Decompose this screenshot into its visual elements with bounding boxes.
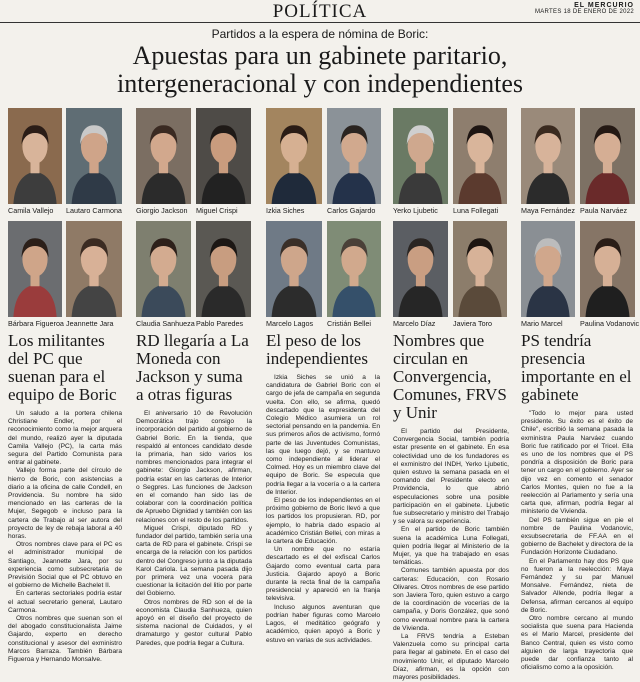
portrait-photo (66, 221, 122, 317)
photo-caption: Giorgio Jackson (136, 206, 188, 215)
article-paragraph: Un saludo a la portera chilena Christiane Endler, por el reconocimiento como la mejor arquera del mundo, realizó ayer la diputada Camila Vallejo (PC), la carta más segura del Partido Comunista para entrar al gabinete. (8, 410, 122, 467)
article-paragraph: Izkia Siches se unió a la candidatura de Gabriel Boric con el cargo de jefa de campaña en segunda vuelta. Con ello, se afirma, quedó descartado que la expresidenta del Colegio Médico asumiera un rol sectorial pensando en la pandemia. En sus primeros años de activismo, formó parte de las Juventudes Comunistas, las que luego dejó, y se mantuvo como independiente al liderar el Colmed. Hoy es un miembro clave del equipo de Boric. Se especula que podría llegar a la vocería o a la cartera de Interior. (266, 374, 381, 496)
portrait-photo (136, 108, 191, 204)
article-paragraph: Otro nombre cercano al mundo socialista que suena para Hacienda es el Mario Marcel, presidente del Banco Central, quien es visto como alguien de larga trayectoria que puede dar confianza tanto al oficialismo como a la oposición. (521, 615, 633, 672)
photo-caption: Claudia Sanhueza (136, 319, 195, 328)
article-column (393, 332, 509, 682)
portrait-photo (266, 221, 322, 317)
portrait-photo (580, 221, 635, 317)
article-paragraph: Otros nombres de RD son el de la economista Claudia Sanhueza, quien apoyó en el diseño del proyecto de sistema nacional de Cuidados, y el dramaturgo y gestor cultural Pablo Paredes, que podría llegar a Cultura. (136, 598, 252, 647)
photo-caption: Lautaro Carmona (66, 206, 122, 215)
portrait-photo (521, 108, 575, 204)
article-column (266, 332, 380, 645)
article-paragraph: Un nombre que no estaría descartado es el del exfiscal Carlos Gajardo como eventual carta para Justicia. Gajardo apoyó a Boric durante la recta final de la campaña presidencial y apareció en la franja televisiva. (266, 546, 380, 603)
photo-caption: Paulina Vodanovic (580, 319, 640, 328)
portrait-photo (266, 108, 322, 204)
masthead (535, 2, 634, 15)
article-body (266, 374, 380, 645)
article-paragraph: Otros nombres clave para el PC es el administrador municipal de Santiago, Jeannette Jara, por su experiencia como subsecretaria de Previsión Social que el PC obtuvo en el gobierno de Michelle Bachelet II. (8, 541, 122, 590)
photo-caption: Cristián Bellei (327, 319, 371, 328)
article-paragraph: El partido del Presidente, Convergencia Social, también podría estar presente en el gabinete. En esa colectividad uno de los fundadores es el exministro del INDH, Yerko Ljubetic, quien estuvo la semana pasada en el comando del Presidente electo en Providencia, lo que abrió especulaciones sobre una posible participación en el gabinete. Ljubetic fue subsecretario y ministro del Trabajo y se valora su experiencia. (393, 428, 509, 526)
article-paragraph: Otros nombres que suenan son el del abogado constitucionalista Jaime Gajardo, experto en derecho constitucional y asesor del exministro Marcos Barraza. También Bárbara Figueroa y Hernando Monsalve. (8, 615, 122, 664)
photo-caption: Carlos Gajardo (327, 206, 376, 215)
article-title: RD llegaría a La Moneda con Jackson y suma a otras figuras (136, 331, 249, 404)
article-paragraph: El peso de los independientes en el próximo gobierno de Boric llevó a que los partidos los propusieran. RD, por ejemplo, lo habría dado espacio al académico Cristián Bellei, con miras a la cartera de Educación. (266, 497, 380, 546)
portrait-photo (196, 221, 251, 317)
article-title: Nombres que circulan en Convergencia, Comunes, FRVS y Unir (393, 331, 507, 422)
photo-caption: Javiera Toro (453, 319, 493, 328)
newspaper-brand: EL MERCURIO (574, 2, 634, 9)
portrait-photo (136, 221, 191, 317)
photo-caption: Mario Marcel (521, 319, 563, 328)
photo-caption: Maya Fernández (521, 206, 575, 215)
portrait-photo (8, 108, 62, 204)
article-paragraph: En el partido de Boric también suena la académica Luna Follegati, quien podría llegar al Ministerio de la Mujer, ya que ha trabajado en esas temáticas. (393, 526, 509, 567)
portrait-photo (453, 108, 507, 204)
article-paragraph: La FRVS tendría a Esteban Valenzuela como su principal carta para llegar al gabinete. En el caso del movimiento Unir, el diputado Marcelo Díaz, afirman, es la opción con mayores posibilidades. (393, 633, 509, 682)
portrait-photo (521, 221, 575, 317)
photo-caption: Jeannette Jara (66, 319, 114, 328)
photo-caption: Marcelo Lagos (266, 319, 314, 328)
headline-line-2: intergeneracional y con independientes (117, 69, 523, 98)
article-paragraph: Vallejo forma parte del círculo de hierro de Boric, con asistencias a diario a la oficina de calle Condell, en Providencia. Su nombre ha sido mencionado en las carteras de la Mujer, Segegob e incluso para la cartera de Trabajo al ser autora del proyecto de ley de rebaja laboral a 40 horas. (8, 467, 122, 541)
section-title: POLÍTICA (272, 1, 368, 22)
portrait-photo (327, 221, 381, 317)
photo-caption: Yerko Ljubetic (393, 206, 438, 215)
photo-caption: Paula Narváez (580, 206, 628, 215)
article-paragraph: En el Parlamento hay dos PS que no fueron a la reelección: Maya Fernández y su par Manuel Monsalve. Fernández, nieta de Salvador Allende, podría llegar a Defensa, afirman cercanos al equipo de Boric. (521, 557, 633, 614)
publication-date: MARTES 18 DE ENERO DE 2022 (534, 9, 634, 15)
photo-caption: Izkia Siches (266, 206, 305, 215)
article-paragraph: En carteras sectoriales podría estar el actual secretario general, Lautaro Carmona. (8, 590, 122, 614)
photo-caption: Luna Follegati (453, 206, 499, 215)
article-body (136, 410, 252, 648)
article-title: El peso de los independientes (266, 331, 368, 368)
article-body (521, 410, 633, 673)
portrait-photo (453, 221, 507, 317)
page-headline (0, 42, 640, 98)
article-paragraph: Miguel Crispi, diputado RD y fundador del partido, también sería una carta de RD para el gabinete. Crispi se encarga de la relación con los partidos dentro del Congreso junto a la diputada Karol Cariola. La semana pasada dijo por primera vez una vocera para cuestionar la licitación del litio por parte del Gobierno. (136, 524, 252, 598)
article-body (8, 410, 122, 664)
kicker: Partidos a la espera de nómina de Boric: (211, 27, 429, 41)
portrait-photo (580, 108, 635, 204)
article-paragraph: Incluso algunos aventuran que podrían haber figuras como Marcelo Lagos, el meditático geógrafo y académico, quien apoyó a Boric y estuvo en varias de sus actividades. (266, 603, 380, 644)
portrait-photo (393, 221, 448, 317)
article-paragraph: "Todo lo mejor para usted presidente. Su éxito es el éxito de Chile", escribió la semana pasada la exministra Paula Narváez cuando Boric fue ratificado por el Tricel. Ella es uno de los nombres que el PS pondría a disposición de Boric para tener un cargo en el gobierno. Ayer se dijo vez en comento el senador Carlos Montes, quien no fue a la reelección al Parlamento y sería una carta que, afirman, podría llegar al ministerio de Vivienda. (521, 410, 633, 516)
article-paragraph: Del PS también sigue en pie el nombre de Paulina Vodanovic, exsubsecretaria de FF.AA en el gobierno de Bachelet y directora de la Fundación Horizonte Ciudadano. (521, 516, 633, 557)
photo-caption: Pablo Paredes (196, 319, 244, 328)
article-column (521, 332, 633, 673)
article-title: Los militantes del PC que suenan para el equipo de Boric (8, 331, 117, 404)
portrait-photo (196, 108, 251, 204)
article-paragraph: Comunes también apuesta por dos carteras: Educación, con Rosario Olivares. Otros nombres de ese partido son Javiera Toro, quien estuvo a cargo de la coordinación de vocerías de la campaña, y Doris González, que sonó como eventual nombre para la cartera de Vivienda. (393, 567, 509, 632)
article-paragraph: El aniversario 10 de Revolución Democrática trajo consigo la incorporación del partido al gobierno de Gabriel Boric. En la tienda, que respaldó al entonces candidato desde la primaria, han sido varios los nombres mencionados para integrar el gabinete: Giorgio Jackson, afirman, podría estar en las carteras de Interior o Segpres. Las funciones de Jackson en el comando han sido las de colaborar con la coordinación política de Apruebo Dignidad y también con las relaciones con el resto de los partidos. (136, 410, 252, 524)
photo-caption: Marcelo Díaz (393, 319, 436, 328)
article-column (136, 332, 252, 648)
portrait-photo (66, 108, 122, 204)
photo-caption: Miguel Crispi (196, 206, 238, 215)
article-column (8, 332, 122, 664)
photo-caption: Bárbara Figueroa (8, 319, 64, 328)
headline-line-1: Apuestas para un gabinete paritario, (132, 41, 508, 70)
article-title: PS tendría presencia importante en el gabinete (521, 331, 632, 404)
article-body (393, 428, 509, 682)
portrait-photo (8, 221, 62, 317)
portrait-photo (393, 108, 448, 204)
portrait-photo (327, 108, 381, 204)
photo-caption: Camila Vallejo (8, 206, 54, 215)
